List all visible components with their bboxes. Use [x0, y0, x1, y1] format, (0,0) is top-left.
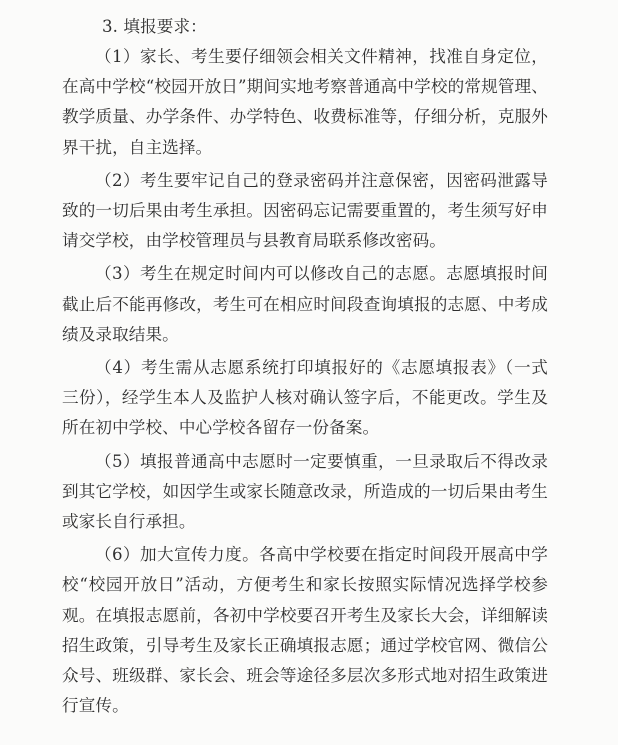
- paragraph-6: （6）加大宣传力度。各高中学校要在指定时间段开展高中学校“校园开放日”活动，方便考生和家长按照实际情况选择学校参观。在填报志愿前，各初中学校要召开考生及家长大会，详细解读招生政策，引导考生及家长正确填报志愿；通过学校官网、微信公众号、班级群、家长会、班会等途径多层次多形式地对招生政策进行宣传。: [62, 545, 548, 716]
- section-heading: 3. 填报要求：: [102, 17, 207, 36]
- paragraph-1: （1）家长、考生要仔细领会相关文件精神，找准自身定位，在高中学校“校园开放日”期间实地考察普通高中学校的常规管理、教学质量、办学条件、办学特色、收费标准等，仔细分析，克服外界干扰，自主选择。: [62, 47, 548, 157]
- paragraph-4: （4）考生需从志愿系统打印填报好的《志愿填报表》（一式三份），经学生本人及监护人核对确认签字后，不能更改。学生及所在初中学校、中心学校各留存一份备案。: [62, 358, 548, 438]
- paragraph-2: （2）考生要牢记自己的登录密码并注意保密，因密码泄露导致的一切后果由考生承担。因密码忘记需要重置的，考生须写好申请交学校，由学校管理员与县教育局联系修改密码。: [62, 170, 548, 251]
- paragraph-5: （5）填报普通高中志愿时一定要慎重，一旦录取后不得改录到其它学校，如因学生或家长随意改录，所造成的一切后果由考生或家长自行承担。: [62, 451, 548, 532]
- paragraph-3: （3）考生在规定时间内可以修改自己的志愿。志愿填报时间截止后不能再修改，考生可在相应时间段查询填报的志愿、中考成绩及录取结果。: [62, 264, 548, 344]
- document-body: [62, 12, 548, 721]
